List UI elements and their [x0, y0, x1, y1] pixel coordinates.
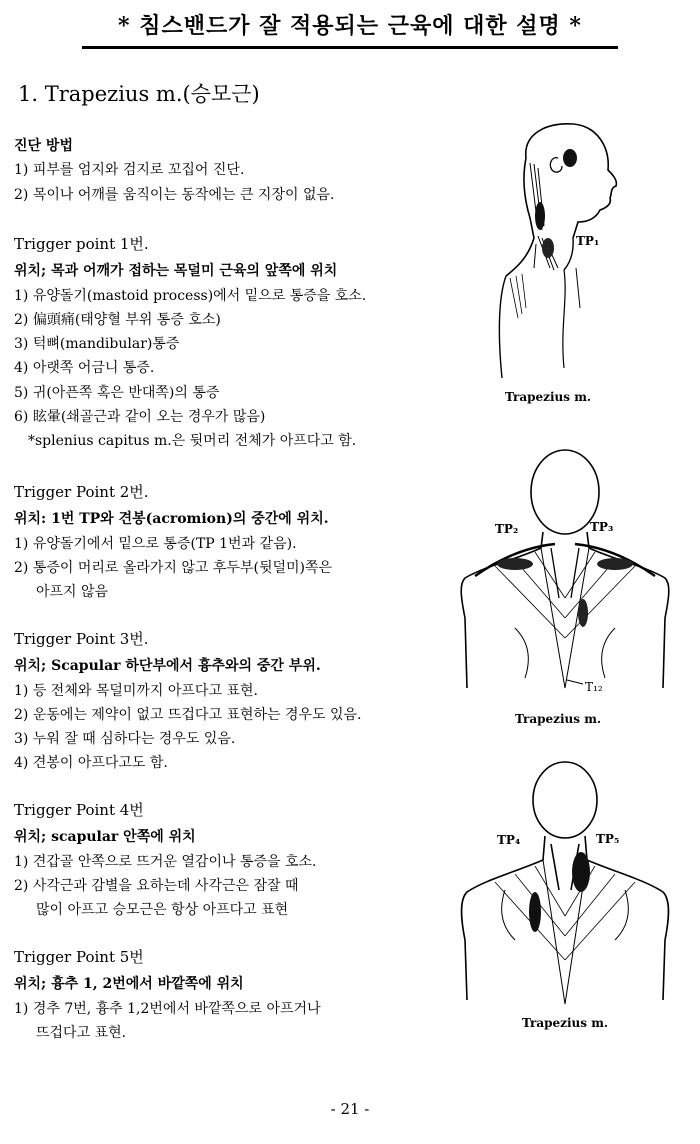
tp1-line: 3) 턱뼈(mandibular)통증 — [14, 336, 180, 353]
tp5-location: 위치; 흉추 1, 2번에서 바깥쪽에 위치 — [14, 976, 244, 993]
fig1-tp-label: TP₁ — [576, 234, 600, 248]
fig2-tp-left-label: TP₂ — [495, 522, 519, 536]
diagnosis-line: 2) 목이나 어깨를 움직이는 동작에는 큰 지장이 없음. — [14, 186, 335, 203]
fig3-tp-right-label: TP₅ — [596, 832, 620, 846]
tp4-title: Trigger Point 4번 — [14, 801, 144, 819]
tp2-line: 2) 통증이 머리로 올라가지 않고 후두부(뒷덜미)쪽은 — [14, 559, 333, 576]
tp4-line: 1) 견갑골 안쪽으로 뜨거운 열감이나 통증을 호소. — [14, 853, 317, 870]
tp4-line-cont: 많이 아프고 승모근은 항상 아프다고 표현 — [36, 902, 289, 919]
tp5-block — [14, 945, 454, 1045]
tp3-title: Trigger Point 3번. — [14, 630, 149, 648]
diagnosis-line: 1) 피부를 엄지와 검지로 꼬집어 진단. — [14, 162, 245, 179]
tp1-line: 4) 아랫쪽 어금니 통증. — [14, 360, 155, 377]
trapezius-back-view-illustration-tp4-tp5 — [455, 760, 675, 1020]
page-number: - 21 - — [330, 1100, 370, 1118]
tp1-location: 위치; 목과 어깨가 접하는 목덜미 근육의 앞쪽에 위치 — [14, 263, 338, 280]
fig2-tp-right-label: TP₃ — [590, 520, 614, 534]
tp1-note: *splenius capitus m.은 뒷머리 전체가 아프다고 함. — [28, 433, 357, 450]
tp3-line: 3) 누워 잘 때 심하다는 경우도 있음. — [14, 731, 236, 748]
tp3-line: 2) 운동에는 제약이 없고 뜨겁다고 표현하는 경우도 있음. — [14, 706, 362, 723]
tp5-title: Trigger Point 5번 — [14, 948, 144, 966]
tp1-line: 2) 偏頭痛(태양혈 부위 통증 호소) — [14, 311, 221, 328]
tp1-block — [14, 232, 454, 454]
tp1-line: 6) 眩暈(쇄골근과 같이 오는 경우가 많음) — [14, 409, 266, 426]
tp2-line: 1) 유양돌기에서 밑으로 통증(TP 1번과 같음). — [14, 535, 297, 552]
fig2-caption: Trapezius m. — [515, 712, 602, 726]
section-title: 1. Trapezius m.(승모근) — [18, 82, 260, 106]
tp1-line: 5) 귀(아픈쪽 혹은 반대쪽)의 통증 — [14, 384, 220, 401]
fig1-caption: Trapezius m. — [505, 390, 592, 404]
tp2-line-cont: 아프지 않음 — [36, 584, 109, 601]
tp3-block — [14, 627, 454, 776]
tp2-block — [14, 480, 454, 604]
tp5-line: 1) 경추 7번, 흉추 1,2번에서 바깥쪽으로 아프거나 — [14, 1000, 321, 1017]
fig2-tp-bottom-label: T₁₂ — [585, 680, 603, 694]
tp1-line: 1) 유양돌기(mastoid process)에서 밑으로 통증을 호소. — [14, 287, 367, 304]
diagnosis-heading: 진단 방법 — [14, 138, 73, 154]
tp4-block — [14, 798, 454, 922]
tp5-line-cont: 뜨겁다고 표현. — [36, 1024, 127, 1041]
tp2-location: 위치: 1번 TP와 견봉(acromion)의 중간에 위치. — [14, 511, 329, 528]
tp4-line: 2) 사각근과 감별을 요하는데 사각근은 잠잘 때 — [14, 877, 299, 894]
diagnosis-block — [14, 134, 454, 207]
trapezius-back-view-illustration-tp2-tp3 — [455, 448, 675, 710]
trapezius-side-view-illustration — [478, 118, 638, 388]
tp1-title: Trigger point 1번. — [14, 235, 149, 253]
page-header-title: * 침스밴드가 잘 적용되는 근육에 대한 설명 * — [82, 8, 618, 49]
tp4-location: 위치; scapular 안쪽에 위치 — [14, 829, 196, 846]
tp3-line: 4) 견봉이 아프다고도 함. — [14, 755, 168, 772]
tp3-line: 1) 등 전체와 목덜미까지 아프다고 표현. — [14, 682, 258, 699]
fig3-tp-left-label: TP₄ — [497, 833, 521, 847]
tp2-title: Trigger Point 2번. — [14, 483, 149, 501]
tp3-location: 위치; Scapular 하단부에서 흉추와의 중간 부위. — [14, 658, 321, 675]
fig3-caption: Trapezius m. — [522, 1016, 609, 1030]
